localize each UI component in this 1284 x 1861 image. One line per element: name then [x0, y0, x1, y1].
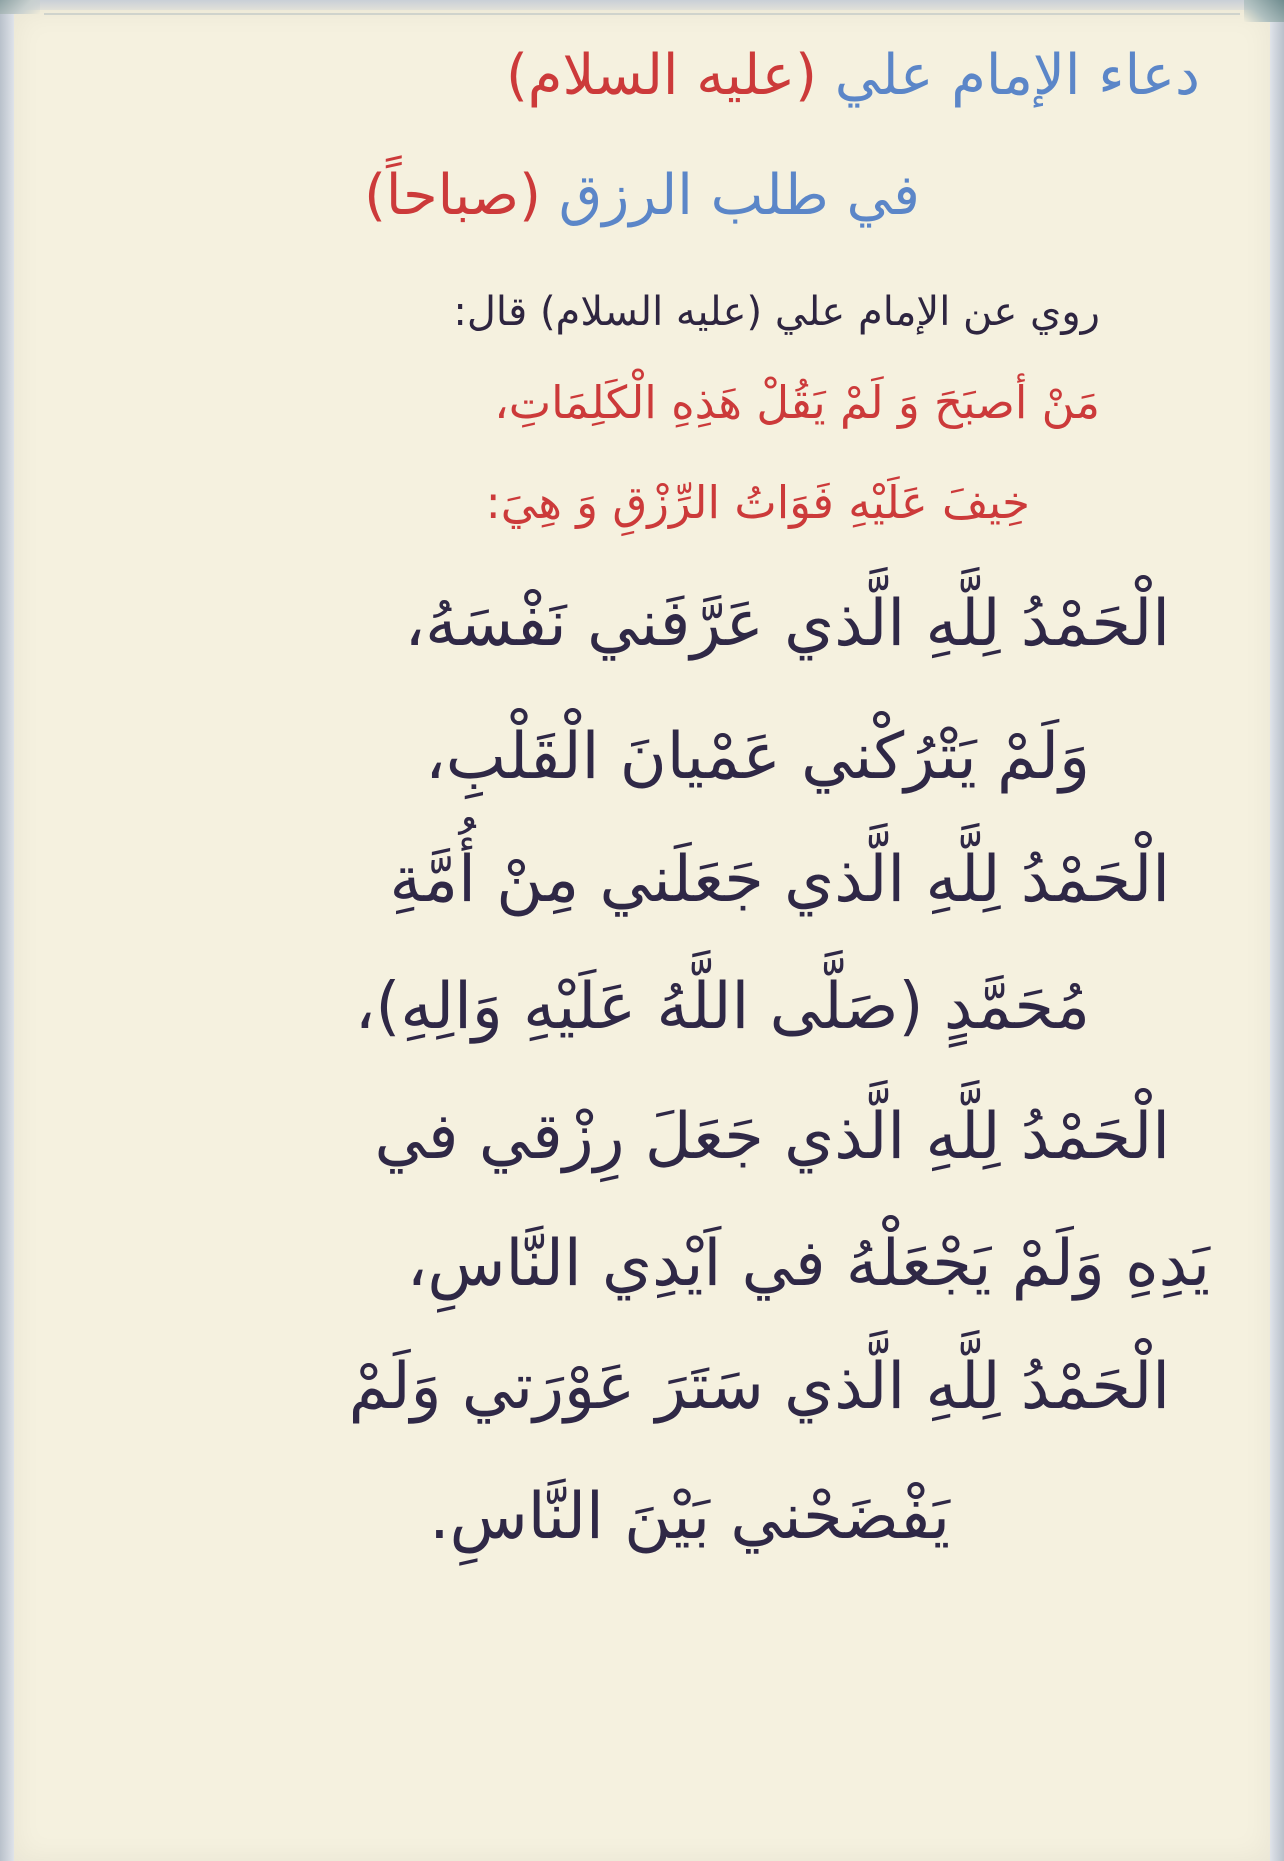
title-line-1	[54, 43, 1230, 108]
prayer-line-5: الْحَمْدُ لِلَّهِ الَّذي جَعَلَ رِزْقي في	[374, 1100, 1170, 1174]
title-line-2-text: في طلب الرزق	[540, 163, 920, 228]
title-line-2-time: (صباحاً)	[364, 163, 541, 228]
corner-ornament-left	[0, 0, 40, 14]
corner-ornament-right	[1244, 0, 1284, 22]
prayer-line-7: الْحَمْدُ لِلَّهِ الَّذي سَتَرَ عَوْرَتي وَلَمْ	[348, 1350, 1170, 1424]
frame-left-edge	[0, 0, 14, 1861]
title-line-2	[54, 163, 1230, 228]
intro-line-1: مَنْ أصبَحَ وَ لَمْ يَقُلْ هَذِهِ الْكَلِمَاتِ،	[494, 376, 1100, 429]
frame-right-edge	[1270, 0, 1284, 1861]
paper-card	[14, 10, 1270, 1861]
top-divider	[44, 13, 1240, 15]
prayer-line-3: الْحَمْدُ لِلَّهِ الَّذي جَعَلَني مِنْ أُمَّةِ	[389, 843, 1170, 917]
title-line-1-text: دعاء الإمام علي	[816, 43, 1200, 108]
narration-line: روي عن الإمام علي (عليه السلام) قال:	[453, 289, 1100, 335]
prayer-line-4: مُحَمَّدٍ (صَلَّى اللَّهُ عَلَيْهِ وَالِهِ)،	[354, 970, 1090, 1044]
prayer-line-2: وَلَمْ يَتْرُكْني عَمْيانَ الْقَلْبِ،	[425, 720, 1090, 794]
title-line-1-honorific: (عليه السلام)	[505, 43, 817, 108]
prayer-line-6: يَدِهِ وَلَمْ يَجْعَلْهُ في اَيْدِي النَّاسِ،	[406, 1227, 1210, 1301]
prayer-line-1: الْحَمْدُ لِلَّهِ الَّذي عَرَّفَني نَفْسَهُ،	[404, 587, 1170, 661]
prayer-line-8: يَفْضَحْني بَيْنَ النَّاسِ.	[429, 1480, 950, 1554]
intro-line-2: خِيفَ عَلَيْهِ فَوَاتُ الرِّزْقِ وَ هِيَ:	[485, 476, 1030, 529]
